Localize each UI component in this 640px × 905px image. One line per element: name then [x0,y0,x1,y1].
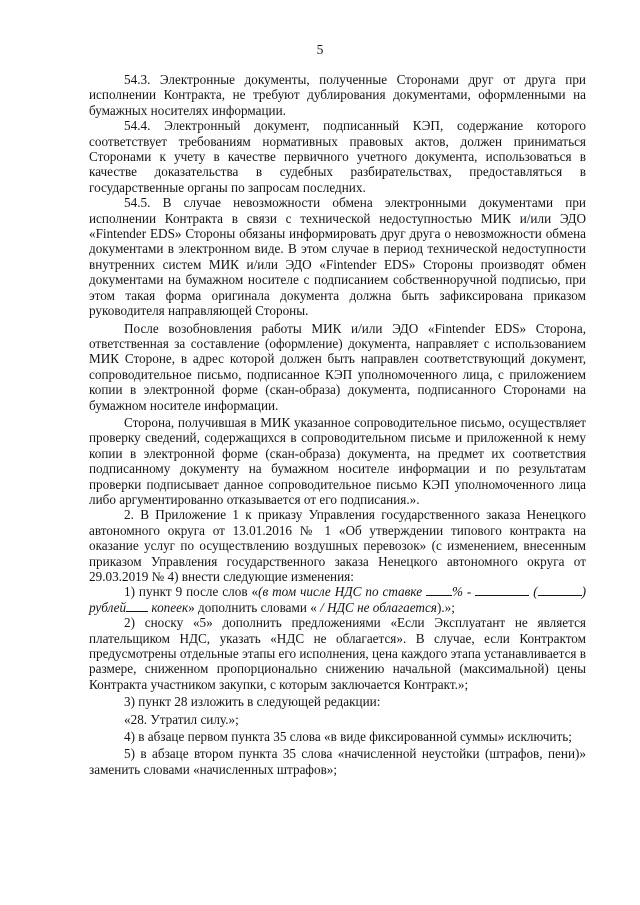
document-body [89,72,586,777]
item-1-text-c: ).»; [436,599,455,615]
blank-line [538,584,582,596]
item-1-text-a: 1) пункт 9 после слов « [124,584,259,600]
paragraph-receiving-party: Сторона, получившая в МИК указанное сопроводительное письмо, осуществляет проверку сведений, содержащихся в сопроводительном письме и приложенной к нему копии в электронной форме (скан-образа) документа, на предмет их соответствия подписанному документу на бумажном носителе информации и по результатам проверки подписывает данное сопроводительное письмо КЭП уполномоченного лица либо аргументированно отказывается от его подписания.». [89,414,586,507]
paragraph-resumption: После возобновления работы МИК и/или ЭДО «Fintender EDS» Сторона, ответственная за составление (оформление) документа, направляет с использованием МИК Стороне, в адрес которой должен быть направлен соответствующий документ, сопроводительное письмо, подписанное КЭП уполномоченного лица, с приложением копии в электронной форме (скан-образа) документа, подписанного Сторонами на бумажном носителе информации. [89,320,586,413]
item-1-italic-vat-exempt: / НДС не облагается [320,599,437,615]
paragraph-appendix-changes: 2. В Приложение 1 к приказу Управления государственного заказа Ненецкого автономного округа от 13.01.2016 № 1 «Об утверждении типового контракта на оказание услуг по осуществлению воздушных перевозок» (с изменением, внесенным приказом Управления государственного заказа Ненецкого автономного округа от 29.03.2019 № 4) внести следующие изменения: [89,507,586,584]
paragraph-54-3: 54.3. Электронные документы, полученные Сторонами друг от друга при исполнении Контракта, не требуют дублирования документами, оформленными на бумажных носителях информации. [89,72,586,118]
paragraph-item-5: 5) в абзаце втором пункта 35 слова «начисленной неустойки (штрафов, пени)» заменить словами «начисленных штрафов»; [89,746,586,777]
paragraph-item-3: 3) пункт 28 изложить в следующей редакции: [124,694,381,710]
item-1-italic-kopecks: копеек [148,599,189,615]
paragraph-item-2: 2) сноску «5» дополнить предложениями «Если Эксплуатант не является плательщиком НДС, указать «НДС не облагается». В случае, если Контрактом предусмотрены отдельные этапы его исполнения, цена каждого этапа устанавливается в размере, сниженном пропорционально снижению начальной (максимальной) цены Контракта участником закупки, с которым заключается Контракт.»; [89,615,587,692]
paragraph-54-4: 54.4. Электронный документ, подписанный КЭП, содержание которого соответствует требованиям нормативных правовых актов, должен приниматься Сторонами к учету в качестве первичного учетного документа, использоваться в качестве доказательства в судебных разбирательствах, предоставляться в государственные органы по запросам последних. [89,118,586,195]
item-1-italic-open-paren: ( [533,584,538,600]
blank-line [126,600,148,612]
item-1-italic-rubles: ) рублей [89,584,586,615]
item-1-text-b: » дополнить словами « [188,599,321,615]
paragraph-item-3-text: «28. Утратил силу.»; [124,711,239,727]
blank-line [475,584,529,596]
item-1-italic-percent: % - [451,584,476,600]
paragraph-54-5: 54.5. В случае невозможности обмена электронными документами при исполнении Контракта в связи с технической недоступностью МИК и/или ЭДО «Fintender EDS» Стороны обязаны информировать друг друга о невозможности обмена документами в электронном виде. В этом случае в период технической недоступности внутренних систем МИК и/или ЭДО «Fintender EDS» Стороны производят обмен документами на бумажном носителе с подписанием собственноручной подписью, при этом такая форма оригинала документа должна быть зафиксирована приказом руководителя направляющей Стороны. [89,195,586,319]
item-1-italic-vat-rate: (в том числе НДС по ставке [258,584,426,600]
paragraph-item-4: 4) в абзаце первом пункта 35 слова «в виде фиксированной суммы» исключить; [124,729,572,745]
paragraph-item-1 [89,584,586,615]
blank-line [426,584,452,596]
page-number: 5 [316,42,324,57]
